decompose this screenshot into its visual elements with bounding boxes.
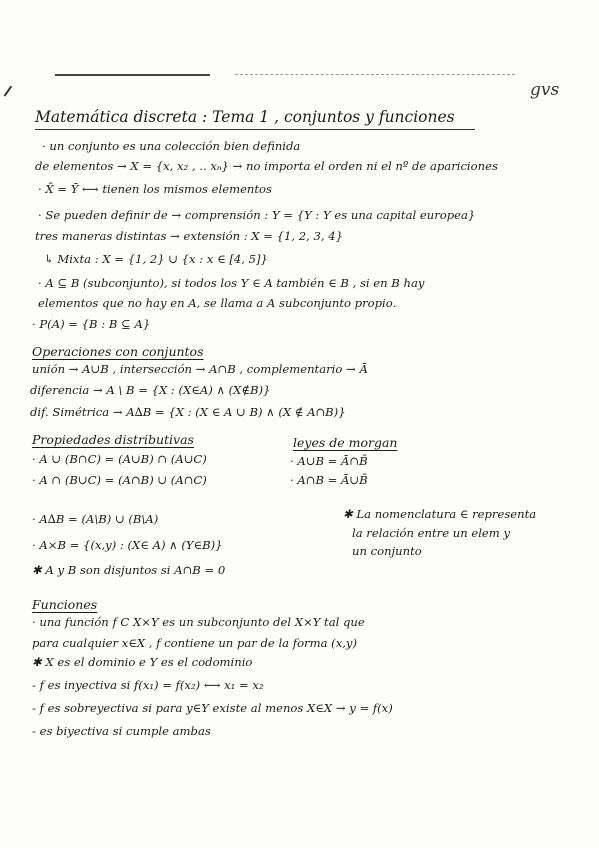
- distributive-line: · A ∩ (B∪C) = (A∩B) ∪ (A∩C): [32, 473, 207, 487]
- set-line: · P(A) = {B : B ⊆ A}: [32, 317, 151, 331]
- page-title: Matemática discreta : Tema 1 , conjuntos y funciones: [35, 108, 455, 126]
- set-line: ↳ Mixta : X = {1, 2} ∪ {x : x ∈ [4, 5]}: [44, 252, 268, 266]
- operation-line: unión → A∪B , intersección → A∩B , complementario → Ā: [32, 362, 368, 376]
- set-line: · A ⊆ B (subconjunto), si todos los Y ∈ A también ∈ B , si en B hay: [38, 276, 425, 290]
- distributive-line: · A ∪ (B∩C) = (A∪B) ∩ (A∪C): [32, 452, 207, 466]
- set-line: · un conjunto es una colección bien definida: [42, 139, 301, 153]
- functions-heading: Funciones: [32, 597, 98, 612]
- function-line: para cualquier x∈X , f contiene un par de la forma (x,y): [32, 636, 358, 650]
- set-line: elementos que no hay en A, se llama a A subconjunto propio.: [38, 296, 397, 310]
- title-underline: [35, 129, 475, 130]
- morgan-line: · A∪B = Ā∩B̄: [290, 454, 368, 468]
- set-line: de elementos → X = {x, x₂ , .. xₙ} → no importa el orden ni el nº de apariciones: [35, 159, 498, 173]
- note-line: ✱ La nomenclatura ∈ representa: [343, 507, 537, 521]
- set-line: tres maneras distintas → extensión : X = {1, 2, 3, 4}: [35, 229, 344, 243]
- operation-line: diferencia → A \ B = {X : (X∈A) ∧ (X∉B)}: [30, 383, 271, 397]
- set-line: · Se pueden definir de → comprensión : Y = {Y : Y es una capital europea}: [38, 208, 476, 222]
- function-line: - f es inyectiva si f(x₁) = f(x₂) ⟷ x₁ = x₂: [32, 678, 264, 692]
- signature: gvs: [530, 80, 560, 100]
- function-line: · una función f C X×Y es un subconjunto del X×Y tal que: [32, 615, 365, 629]
- extra-line: · A×B = {(x,y) : (X∈ A) ∧ (Y∈B)}: [32, 538, 223, 552]
- morgan-heading: leyes de morgan: [293, 435, 398, 450]
- top-rule: [55, 74, 210, 76]
- function-line: ✱ X es el dominio e Y es el codominio: [32, 655, 253, 669]
- corner-mark: [4, 86, 21, 103]
- operations-heading: Operaciones con conjuntos: [32, 344, 204, 359]
- note-line: la relación entre un elem y: [352, 526, 511, 540]
- set-line: · X̄ = Ȳ ⟷ tienen los mismos elementos: [38, 182, 272, 196]
- top-rule-faint: [235, 74, 515, 75]
- distributive-heading: Propiedades distributivas: [32, 432, 194, 447]
- extra-line: ✱ A y B son disjuntos si A∩B = 0: [32, 563, 226, 577]
- function-line: - f es sobreyectiva si para y∈Y existe al menos X∈X → y = f(x): [32, 701, 393, 715]
- note-line: un conjunto: [352, 544, 422, 558]
- extra-line: · A∆B = (A\B) ∪ (B\A): [32, 512, 159, 526]
- morgan-line: · A∩B = Ā∪B̄: [290, 473, 368, 487]
- function-line: - es biyectiva si cumple ambas: [32, 724, 211, 738]
- operation-line: dif. Simétrica → A∆B = {X : (X ∈ A ∪ B) ∧ (X ∉ A∩B)}: [30, 405, 346, 419]
